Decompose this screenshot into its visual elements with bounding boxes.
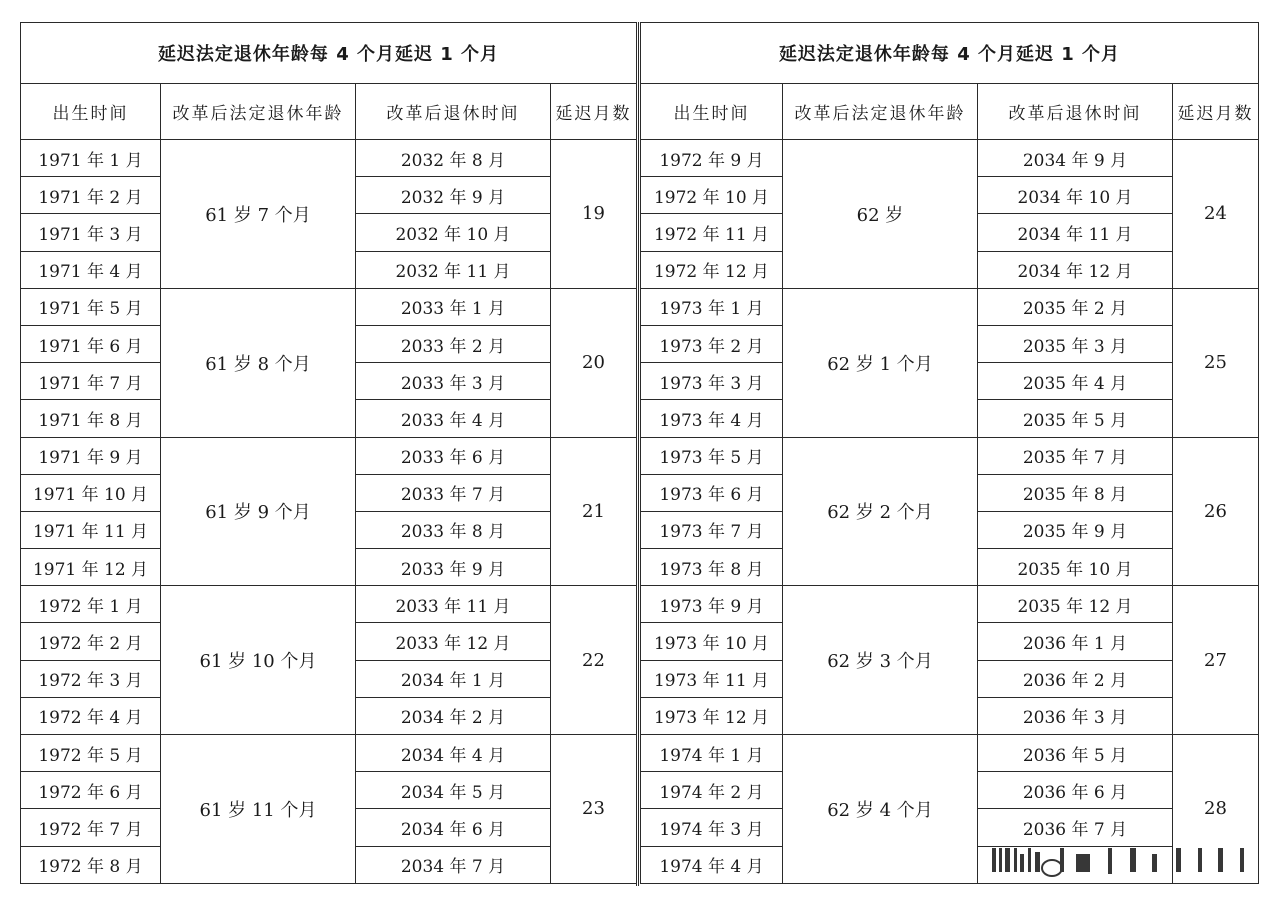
retirement-time-cell: 2034 年 5 月 — [356, 772, 551, 809]
birth-time-cell: 1972 年 8 月 — [21, 846, 161, 883]
retirement-time-cell: 2033 年 1 月 — [356, 288, 551, 325]
birth-time-cell: 1971 年 2 月 — [21, 177, 161, 214]
birth-time-cell: 1971 年 7 月 — [21, 363, 161, 400]
birth-time-cell: 1973 年 5 月 — [641, 437, 783, 474]
header-retirement-time: 改革后退休时间 — [356, 84, 551, 140]
retirement-age-cell: 61 岁 8 个月 — [161, 288, 356, 437]
birth-time-cell: 1973 年 12 月 — [641, 697, 783, 734]
birth-time-cell: 1973 年 3 月 — [641, 363, 783, 400]
table-row — [641, 140, 1259, 177]
table-body — [21, 140, 637, 884]
retirement-time-cell: 2034 年 4 月 — [356, 735, 551, 772]
table-row — [21, 140, 637, 177]
birth-time-cell: 1972 年 11 月 — [641, 214, 783, 251]
table-row — [21, 586, 637, 623]
birth-time-cell: 1973 年 6 月 — [641, 474, 783, 511]
table-row — [21, 735, 637, 772]
delay-months-cell: 28 — [1173, 735, 1259, 884]
table-title: 延迟法定退休年龄每 4 个月延迟 1 个月 — [21, 23, 637, 84]
retirement-time-cell: 2035 年 9 月 — [978, 511, 1173, 548]
delay-months-cell: 27 — [1173, 586, 1259, 735]
delay-months-cell: 22 — [551, 586, 637, 735]
retirement-time-cell: 2035 年 10 月 — [978, 549, 1173, 586]
watermark-barcode-icon — [990, 844, 1258, 878]
retirement-age-cell: 62 岁 1 个月 — [783, 288, 978, 437]
retirement-age-cell: 61 岁 9 个月 — [161, 437, 356, 586]
birth-time-cell: 1972 年 10 月 — [641, 177, 783, 214]
birth-time-cell: 1973 年 4 月 — [641, 400, 783, 437]
table-row — [641, 586, 1259, 623]
delay-months-cell: 21 — [551, 437, 637, 586]
retirement-age-cell: 61 岁 7 个月 — [161, 140, 356, 289]
retirement-time-cell: 2034 年 10 月 — [978, 177, 1173, 214]
retirement-time-cell: 2034 年 11 月 — [978, 214, 1173, 251]
retirement-time-cell: 2035 年 7 月 — [978, 437, 1173, 474]
retirement-time-cell: 2034 年 9 月 — [978, 140, 1173, 177]
retirement-time-cell: 2036 年 6 月 — [978, 772, 1173, 809]
birth-time-cell: 1973 年 8 月 — [641, 549, 783, 586]
retirement-table-right — [640, 22, 1259, 884]
retirement-time-cell: 2033 年 9 月 — [356, 549, 551, 586]
retirement-age-cell: 62 岁 — [783, 140, 978, 289]
table-row — [641, 437, 1259, 474]
delay-months-cell: 23 — [551, 735, 637, 884]
retirement-age-cell: 62 岁 4 个月 — [783, 735, 978, 884]
birth-time-cell: 1974 年 2 月 — [641, 772, 783, 809]
birth-time-cell: 1971 年 11 月 — [21, 511, 161, 548]
retirement-time-cell: 2032 年 8 月 — [356, 140, 551, 177]
retirement-time-cell: 2033 年 11 月 — [356, 586, 551, 623]
header-retirement-age: 改革后法定退休年龄 — [161, 84, 356, 140]
birth-time-cell: 1971 年 1 月 — [21, 140, 161, 177]
header-delay-months: 延迟月数 — [551, 84, 637, 140]
delay-months-cell: 20 — [551, 288, 637, 437]
right-table-container — [640, 22, 1259, 884]
retirement-time-cell: 2035 年 4 月 — [978, 363, 1173, 400]
header-birth-time: 出生时间 — [641, 84, 783, 140]
retirement-time-cell: 2033 年 6 月 — [356, 437, 551, 474]
birth-time-cell: 1971 年 5 月 — [21, 288, 161, 325]
birth-time-cell: 1972 年 12 月 — [641, 251, 783, 288]
table-row — [21, 437, 637, 474]
retirement-time-cell: 2034 年 1 月 — [356, 660, 551, 697]
birth-time-cell: 1971 年 3 月 — [21, 214, 161, 251]
retirement-time-cell: 2036 年 2 月 — [978, 660, 1173, 697]
retirement-time-cell: 2035 年 5 月 — [978, 400, 1173, 437]
birth-time-cell: 1972 年 9 月 — [641, 140, 783, 177]
delay-months-cell: 19 — [551, 140, 637, 289]
delay-months-cell: 24 — [1173, 140, 1259, 289]
birth-time-cell: 1974 年 4 月 — [641, 846, 783, 883]
table-body — [641, 140, 1259, 884]
header-retirement-age: 改革后法定退休年龄 — [783, 84, 978, 140]
retirement-time-cell: 2033 年 2 月 — [356, 325, 551, 362]
birth-time-cell: 1972 年 2 月 — [21, 623, 161, 660]
retirement-time-cell: 2034 年 7 月 — [356, 846, 551, 883]
birth-time-cell: 1971 年 9 月 — [21, 437, 161, 474]
birth-time-cell: 1972 年 6 月 — [21, 772, 161, 809]
birth-time-cell: 1971 年 6 月 — [21, 325, 161, 362]
birth-time-cell: 1971 年 12 月 — [21, 549, 161, 586]
birth-time-cell: 1972 年 3 月 — [21, 660, 161, 697]
table-row — [641, 735, 1259, 772]
retirement-time-cell: 2033 年 4 月 — [356, 400, 551, 437]
retirement-age-cell: 62 岁 3 个月 — [783, 586, 978, 735]
birth-time-cell: 1974 年 3 月 — [641, 809, 783, 846]
birth-time-cell: 1971 年 8 月 — [21, 400, 161, 437]
birth-time-cell: 1971 年 4 月 — [21, 251, 161, 288]
retirement-time-cell: 2034 年 12 月 — [978, 251, 1173, 288]
retirement-age-cell: 62 岁 2 个月 — [783, 437, 978, 586]
retirement-time-cell: 2032 年 11 月 — [356, 251, 551, 288]
delay-months-cell: 26 — [1173, 437, 1259, 586]
retirement-table-left — [20, 22, 637, 884]
left-table-container — [20, 22, 637, 884]
retirement-time-cell: 2033 年 8 月 — [356, 511, 551, 548]
retirement-age-cell: 61 岁 11 个月 — [161, 735, 356, 884]
retirement-time-cell: 2035 年 2 月 — [978, 288, 1173, 325]
retirement-time-cell: 2035 年 8 月 — [978, 474, 1173, 511]
header-birth-time: 出生时间 — [21, 84, 161, 140]
birth-time-cell: 1972 年 4 月 — [21, 697, 161, 734]
retirement-time-cell: 2033 年 12 月 — [356, 623, 551, 660]
retirement-time-cell: 2036 年 3 月 — [978, 697, 1173, 734]
birth-time-cell: 1973 年 10 月 — [641, 623, 783, 660]
birth-time-cell: 1973 年 1 月 — [641, 288, 783, 325]
table-row — [21, 288, 637, 325]
retirement-time-cell: 2032 年 9 月 — [356, 177, 551, 214]
retirement-time-cell: 2035 年 12 月 — [978, 586, 1173, 623]
table-row — [641, 288, 1259, 325]
birth-time-cell: 1973 年 7 月 — [641, 511, 783, 548]
table-divider — [636, 22, 639, 886]
birth-time-cell: 1972 年 7 月 — [21, 809, 161, 846]
retirement-time-cell: 2036 年 1 月 — [978, 623, 1173, 660]
delay-months-cell: 25 — [1173, 288, 1259, 437]
retirement-time-cell: 2032 年 10 月 — [356, 214, 551, 251]
table-title: 延迟法定退休年龄每 4 个月延迟 1 个月 — [641, 23, 1259, 84]
birth-time-cell: 1974 年 1 月 — [641, 735, 783, 772]
retirement-time-cell: 2036 年 7 月 — [978, 809, 1173, 846]
retirement-time-cell: 2033 年 3 月 — [356, 363, 551, 400]
birth-time-cell: 1972 年 5 月 — [21, 735, 161, 772]
birth-time-cell: 1973 年 11 月 — [641, 660, 783, 697]
birth-time-cell: 1971 年 10 月 — [21, 474, 161, 511]
header-retirement-time: 改革后退休时间 — [978, 84, 1173, 140]
retirement-time-cell: 2036 年 5 月 — [978, 735, 1173, 772]
header-delay-months: 延迟月数 — [1173, 84, 1259, 140]
birth-time-cell: 1972 年 1 月 — [21, 586, 161, 623]
retirement-time-cell: 2034 年 2 月 — [356, 697, 551, 734]
birth-time-cell: 1973 年 9 月 — [641, 586, 783, 623]
retirement-time-cell: 2034 年 6 月 — [356, 809, 551, 846]
watermark-barcode-logo-icon — [990, 844, 1258, 878]
retirement-age-cell: 61 岁 10 个月 — [161, 586, 356, 735]
retirement-time-cell: 2033 年 7 月 — [356, 474, 551, 511]
birth-time-cell: 1973 年 2 月 — [641, 325, 783, 362]
retirement-time-cell: 2035 年 3 月 — [978, 325, 1173, 362]
